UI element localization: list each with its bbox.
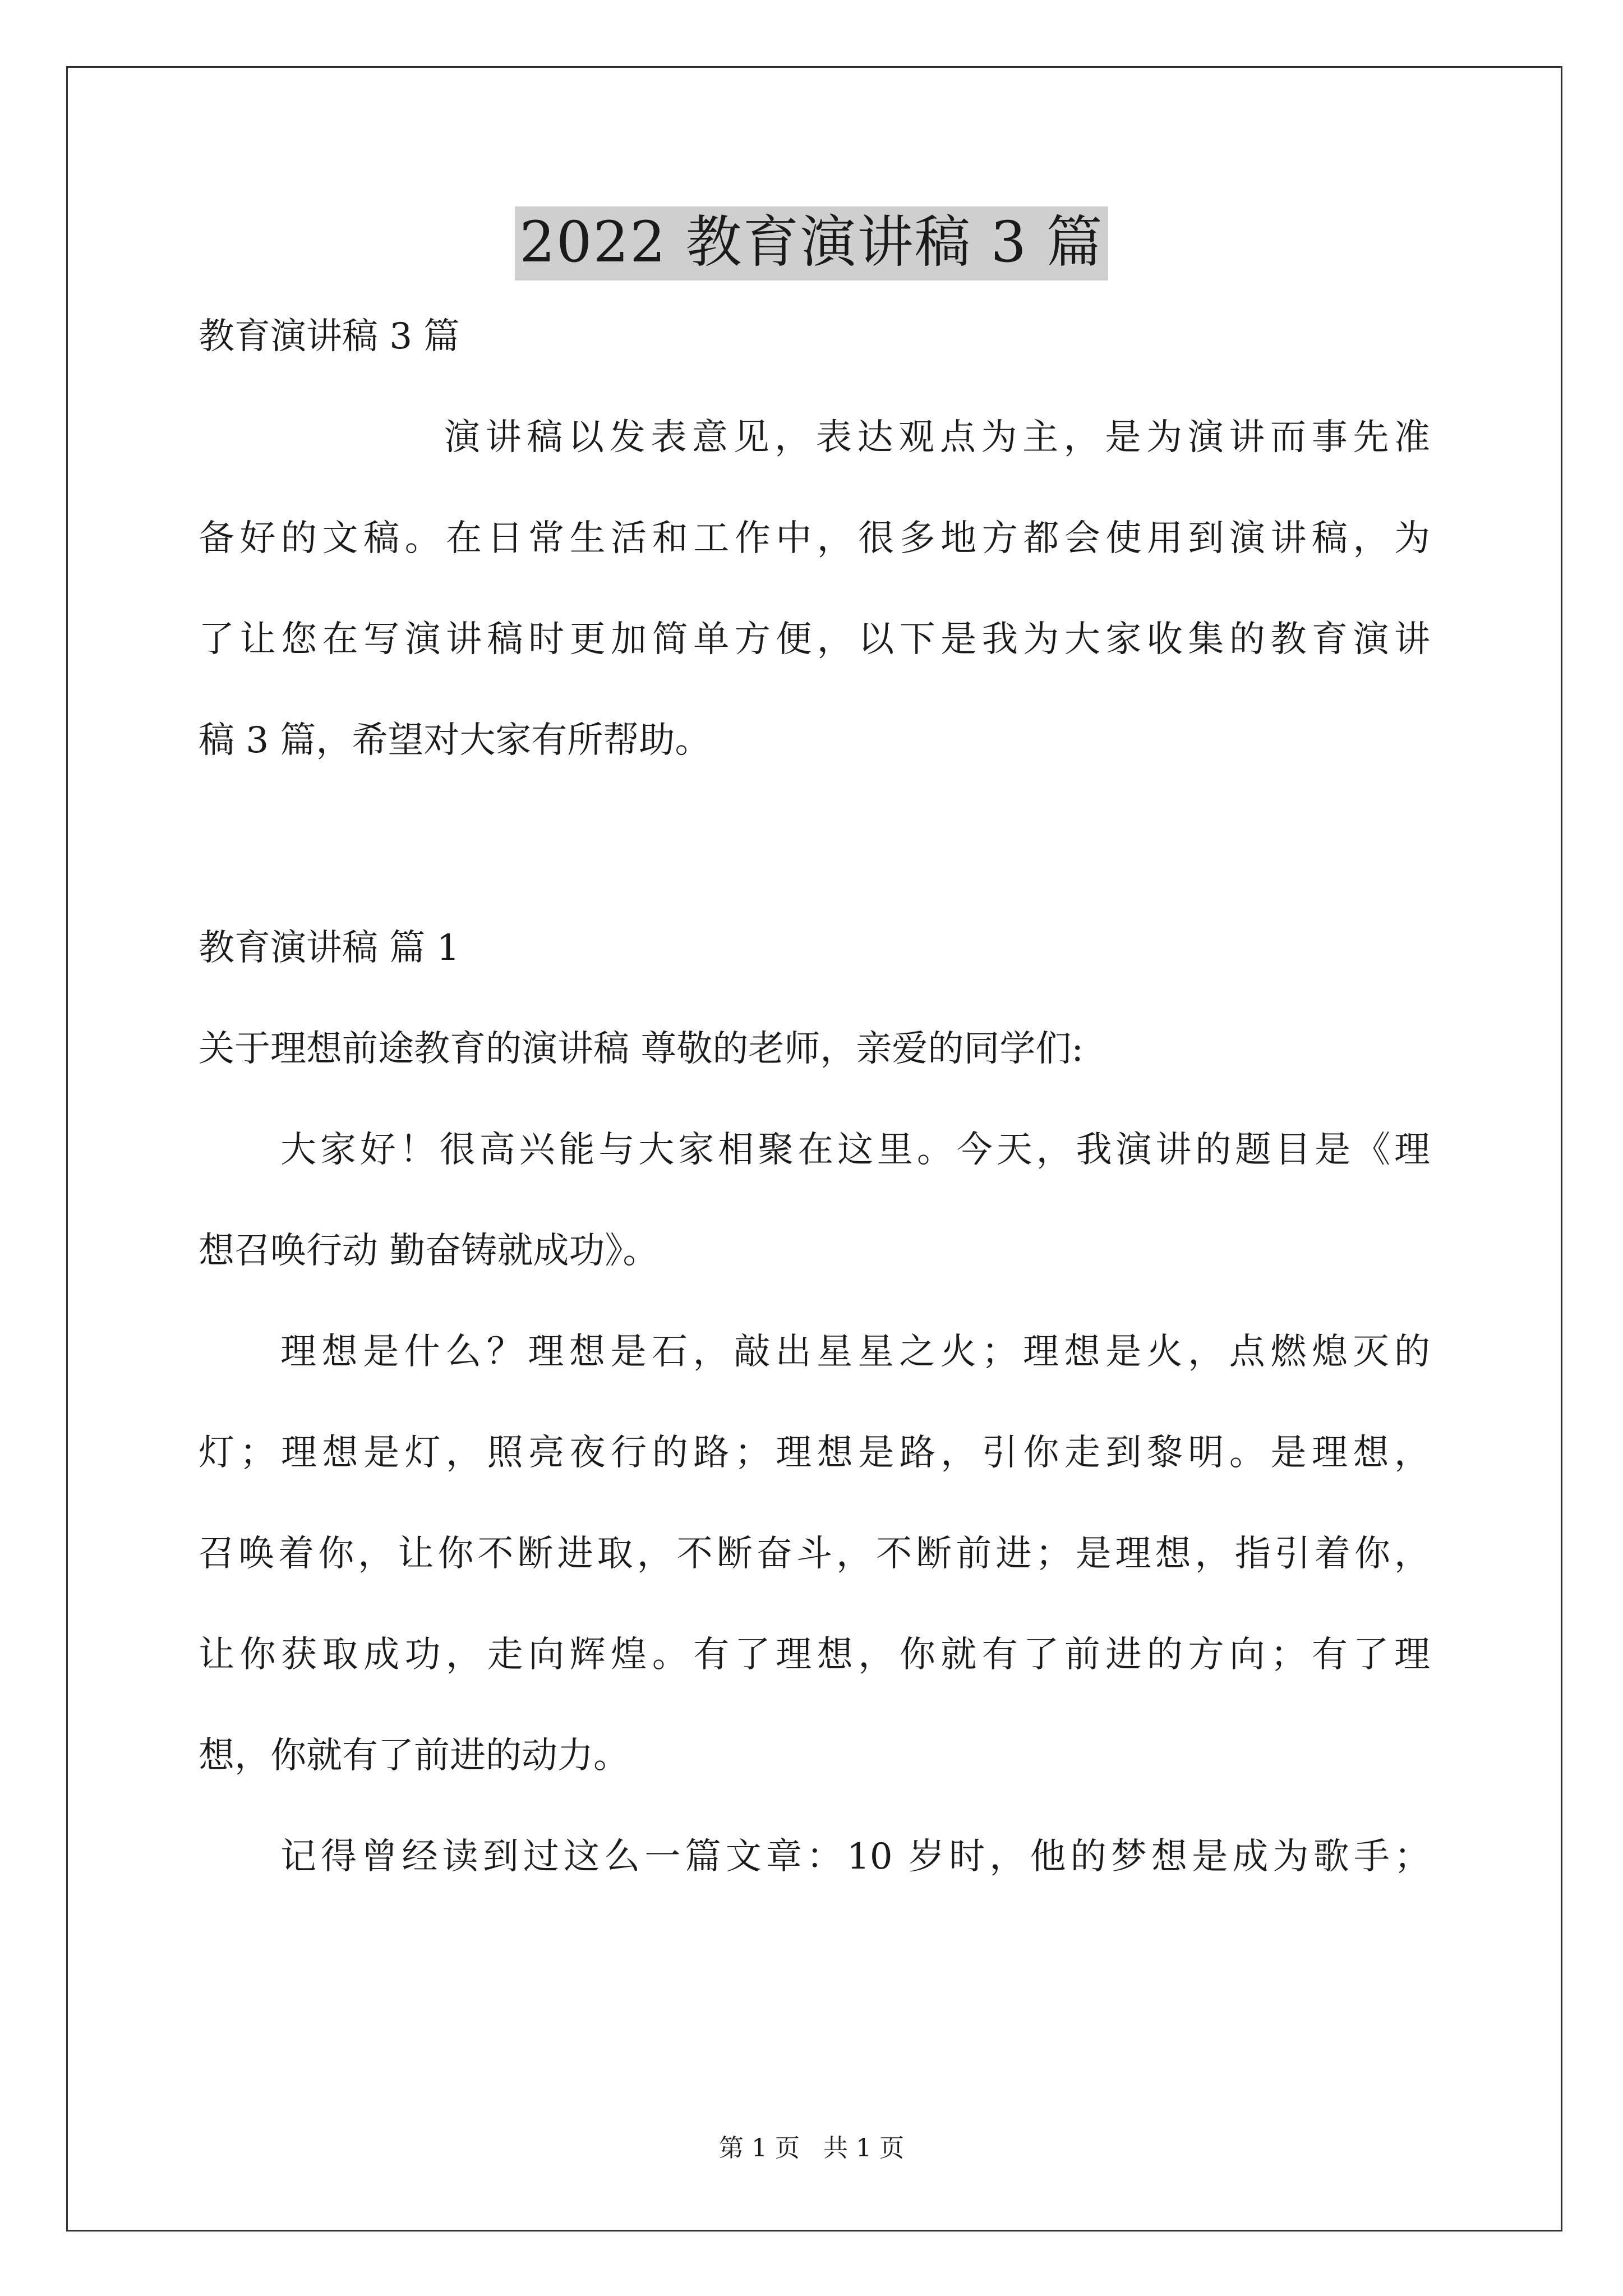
paragraph-2-line-2: 灯；理想是灯，照亮夜行的路；理想是路，引你走到黎明。是理想， <box>199 1432 1430 1474</box>
document-title <box>0 206 1623 280</box>
intro-line-1: 演讲稿以发表意见，表达观点为主，是为演讲而事先准 <box>444 417 1430 458</box>
page-total: 共 1 页 <box>823 2134 904 2162</box>
document-title-text: 2022 教育演讲稿 3 篇 <box>515 206 1108 280</box>
intro-line-4: 稿 3 篇，希望对大家有所帮助。 <box>199 720 711 761</box>
paragraph-2-line-5: 想，你就有了前进的动力。 <box>199 1735 629 1777</box>
paragraph-2-line-1: 理想是什么？理想是石，敲出星星之火；理想是火，点燃熄灭的 <box>280 1331 1430 1373</box>
page-number: 第 1 页 <box>719 2134 800 2162</box>
paragraph-1-line-1: 大家好！很高兴能与大家相聚在这里。今天，我演讲的题目是《理 <box>280 1129 1430 1171</box>
intro-line-2: 备好的文稿。在日常生活和工作中，很多地方都会使用到演讲稿，为 <box>199 518 1430 559</box>
paragraph-2-line-3: 召唤着你，让你不断进取，不断奋斗，不断前进；是理想，指引着你， <box>199 1533 1430 1575</box>
speech-title-line: 关于理想前途教育的演讲稿 尊敬的老师，亲爱的同学们: <box>199 1028 1083 1070</box>
intro-line-3: 了让您在写演讲稿时更加简单方便，以下是我为大家收集的教育演讲 <box>199 619 1430 660</box>
section-heading: 教育演讲稿 篇 1 <box>199 927 460 969</box>
document-subtitle: 教育演讲稿 3 篇 <box>199 316 460 357</box>
paragraph-2-line-4: 让你获取成功，走向辉煌。有了理想，你就有了前进的方向；有了理 <box>199 1634 1430 1676</box>
paragraph-3-line-1: 记得曾经读到过这么一篇文章：10 岁时，他的梦想是成为歌手； <box>280 1836 1430 1878</box>
page-footer <box>0 2136 1623 2161</box>
paragraph-1-line-2: 想召唤行动 勤奋铸就成功》。 <box>199 1230 659 1272</box>
